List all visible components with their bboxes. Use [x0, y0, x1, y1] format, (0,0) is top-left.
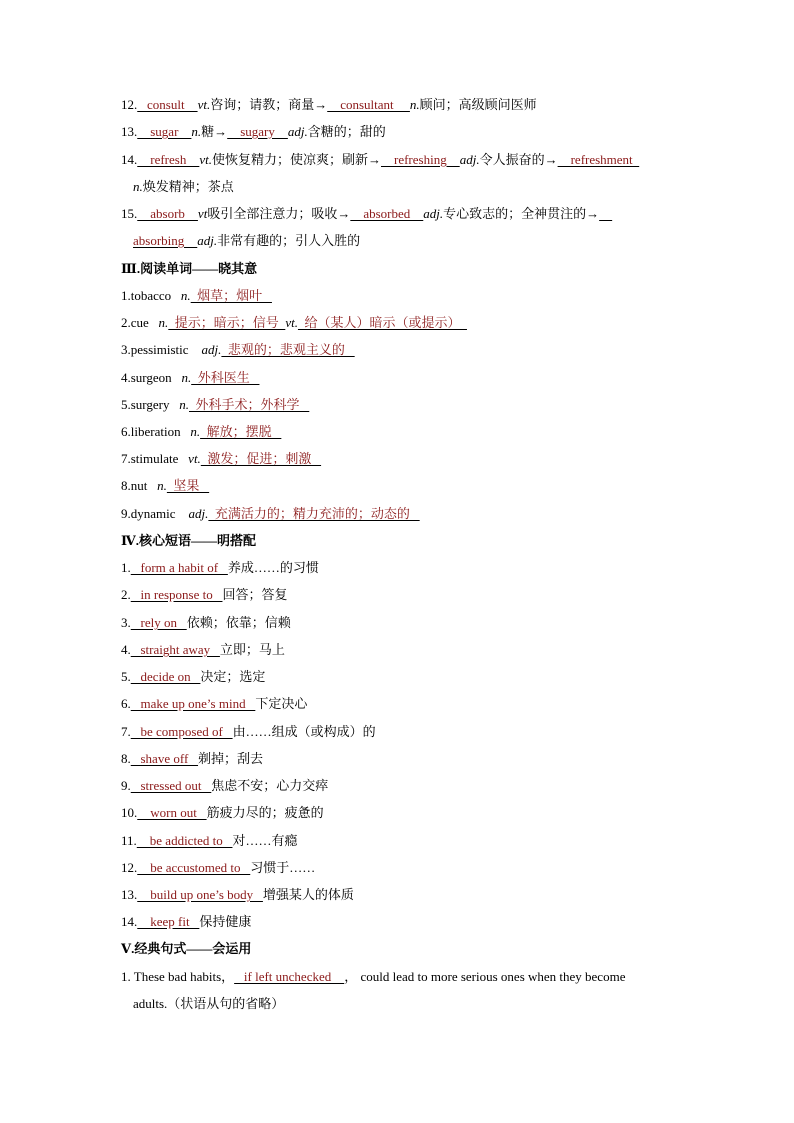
phrase-3 — [121, 615, 291, 631]
part-of-speech: vt. — [197, 97, 211, 112]
definition: 顾问；高级顾问医师 — [419, 97, 537, 112]
answer-blank: absorbed — [350, 206, 424, 221]
answer-blank: 外科医生 — [191, 370, 260, 385]
answer-blank: 激发；促进；刺激 — [200, 451, 322, 466]
section-heading-3: Ⅲ.阅读单词——晓其意 — [121, 261, 258, 276]
part-of-speech: adj. — [423, 206, 444, 221]
part-of-speech: n. — [180, 288, 191, 303]
word: 1.tobacco — [121, 288, 172, 303]
definition: 令人振奋的→ — [479, 152, 558, 167]
phrase-13 — [121, 887, 354, 903]
word: 9.dynamic — [121, 506, 176, 521]
definition: 焕发精神；茶点 — [142, 179, 234, 194]
reading-word-5 — [121, 397, 309, 413]
item-number: 3. — [121, 615, 131, 630]
answer-blank: 提示；暗示；信号 — [168, 315, 286, 330]
word: 2.cue — [121, 315, 149, 330]
vocab-line-14-cont — [133, 179, 234, 195]
answer-blank: shave off — [130, 751, 199, 766]
meaning: 由……组成（或构成）的 — [232, 724, 376, 739]
part-of-speech: n. — [179, 397, 190, 412]
phrase-7 — [121, 724, 376, 740]
answer-blank: 解放；摆脱 — [200, 424, 282, 439]
reading-word-4 — [121, 370, 259, 386]
item-number: 2. — [121, 587, 131, 602]
item-number: 12. — [121, 97, 138, 112]
meaning: 决定；选定 — [200, 669, 266, 684]
answer-blank: decide on — [130, 669, 201, 684]
meaning: 焦虑不安；心力交瘁 — [211, 778, 329, 793]
meaning: 筋疲力尽的；疲惫的 — [206, 805, 324, 820]
answer-blank — [599, 206, 612, 221]
part-of-speech: vt — [197, 206, 208, 221]
part-of-speech: vt. — [285, 315, 298, 330]
answer-blank: make up one’s mind — [130, 696, 256, 711]
answer-blank: 烟草；烟叶 — [190, 288, 272, 303]
answer-blank: be composed of — [130, 724, 233, 739]
answer-blank: be accustomed to — [137, 860, 251, 875]
meaning: 保持健康 — [199, 914, 252, 929]
meaning: 增强某人的体质 — [262, 887, 354, 902]
answer-blank: if left unchecked — [234, 969, 345, 984]
part-of-speech: adj. — [287, 124, 308, 139]
vocab-line-15 — [121, 206, 612, 222]
item-number: 14. — [121, 914, 138, 929]
definition: 使恢复精力；使凉爽；刷新→ — [211, 152, 381, 167]
item-number: 6. — [121, 696, 131, 711]
answer-blank: straight away — [130, 642, 220, 657]
item-number: 15. — [121, 206, 138, 221]
reading-word-7 — [121, 451, 321, 467]
sentence-end: ， could lead to more serious ones when they become — [344, 969, 626, 984]
answer-blank: 充满活力的；精力充沛的；动态的 — [208, 506, 420, 521]
answer-blank: refreshing — [381, 152, 460, 167]
answer-blank: consult — [137, 97, 198, 112]
answer-blank: keep fit — [137, 914, 200, 929]
definition: 含糖的；甜的 — [307, 124, 386, 139]
word: 3.pessimistic — [121, 342, 189, 357]
answer-blank: sugary — [227, 124, 288, 139]
answer-blank: sugar — [137, 124, 192, 139]
item-number: 11. — [121, 833, 137, 848]
meaning: 剃掉；刮去 — [198, 751, 264, 766]
answer-blank: 外科手术；外科学 — [189, 397, 310, 412]
phrase-6 — [121, 696, 307, 712]
reading-word-6 — [121, 424, 281, 440]
word: 6.liberation — [121, 424, 181, 439]
answer-blank: rely on — [130, 615, 187, 630]
phrase-4 — [121, 642, 285, 658]
meaning: 对……有瘾 — [232, 833, 298, 848]
meaning: 习惯于…… — [250, 860, 316, 875]
part-of-speech: n. — [158, 315, 169, 330]
phrase-11 — [121, 833, 297, 849]
answer-blank: in response to — [130, 587, 223, 602]
section-heading-5: Ⅴ.经典句式——会运用 — [121, 941, 252, 956]
part-of-speech: vt. — [199, 152, 212, 167]
answer-blank: refreshment — [557, 152, 640, 167]
item-number: 5. — [121, 669, 131, 684]
meaning: 下定决心 — [255, 696, 308, 711]
vocab-line-15-cont — [133, 233, 360, 249]
reading-word-9 — [121, 506, 420, 522]
part-of-speech: adj. — [201, 342, 222, 357]
word: 8.nut — [121, 478, 148, 493]
phrase-12 — [121, 860, 315, 876]
phrase-8 — [121, 751, 263, 767]
answer-blank: 坚果 — [166, 478, 210, 493]
phrase-14 — [121, 914, 251, 930]
item-number: 13. — [121, 887, 138, 902]
answer-blank: stressed out — [130, 778, 212, 793]
answer-blank: 悲观的；悲观主义的 — [221, 342, 355, 357]
part-of-speech: n. — [181, 370, 192, 385]
reading-word-8 — [121, 478, 209, 494]
phrase-2 — [121, 587, 287, 603]
answer-blank: refresh — [137, 152, 200, 167]
answer-blank: be addicted to — [136, 833, 233, 848]
item-number: 1. — [121, 560, 131, 575]
answer-blank: worn out — [137, 805, 207, 820]
meaning: 依赖；依靠；信赖 — [186, 615, 291, 630]
phrase-5 — [121, 669, 265, 685]
reading-word-1 — [121, 288, 272, 304]
phrase-10 — [121, 805, 324, 821]
item-number: 14. — [121, 152, 138, 167]
word: 7.stimulate — [121, 451, 179, 466]
answer-blank: form a habit of — [130, 560, 228, 575]
phrase-1 — [121, 560, 319, 576]
part-of-speech: adj. — [197, 233, 218, 248]
definition: 吸引全部注意力；吸收→ — [207, 206, 351, 221]
vocab-line-13 — [121, 124, 386, 140]
word: 4.surgeon — [121, 370, 172, 385]
reading-word-3 — [121, 342, 355, 358]
part-of-speech: adj. — [188, 506, 209, 521]
sentence-1 — [121, 969, 625, 985]
vocab-line-14 — [121, 152, 639, 168]
meaning: 回答；答复 — [222, 587, 288, 602]
definition: 非常有趣的；引人入胜的 — [217, 233, 361, 248]
definition: 糖→ — [201, 124, 228, 139]
part-of-speech: adj. — [459, 152, 480, 167]
part-of-speech: n. — [191, 124, 202, 139]
item-number: 10. — [121, 805, 138, 820]
part-of-speech: n. — [190, 424, 201, 439]
part-of-speech: n. — [157, 478, 167, 493]
section-heading-4: Ⅳ.核心短语——明搭配 — [121, 533, 257, 548]
part-of-speech: n. — [409, 97, 420, 112]
item-number: 8. — [121, 751, 131, 766]
item-number: 9. — [121, 778, 131, 793]
item-number: 12. — [121, 860, 138, 875]
part-of-speech: vt. — [188, 451, 201, 466]
meaning: 立即；马上 — [219, 642, 285, 657]
vocab-line-12 — [121, 97, 537, 113]
sentence-1-cont: adults.（状语从句的省略） — [133, 996, 285, 1011]
item-number: 13. — [121, 124, 138, 139]
definition: 咨询；请教；商量→ — [210, 97, 328, 112]
phrase-9 — [121, 778, 328, 794]
part-of-speech: n. — [133, 179, 143, 194]
answer-blank: 给（某人）暗示（或提示） — [297, 315, 467, 330]
item-number: 4. — [121, 642, 131, 657]
word: 5.surgery — [121, 397, 170, 412]
answer-blank: consultant — [327, 97, 410, 112]
answer-blank: absorbing — [133, 233, 198, 248]
definition: 专心致志的；全神贯注的→ — [443, 206, 600, 221]
item-number: 7. — [121, 724, 131, 739]
answer-blank: build up one’s body — [137, 887, 263, 902]
reading-word-2 — [121, 315, 467, 331]
sentence-start: 1. These bad habits， — [121, 969, 235, 984]
meaning: 养成……的习惯 — [227, 560, 319, 575]
answer-blank: absorb — [137, 206, 198, 221]
